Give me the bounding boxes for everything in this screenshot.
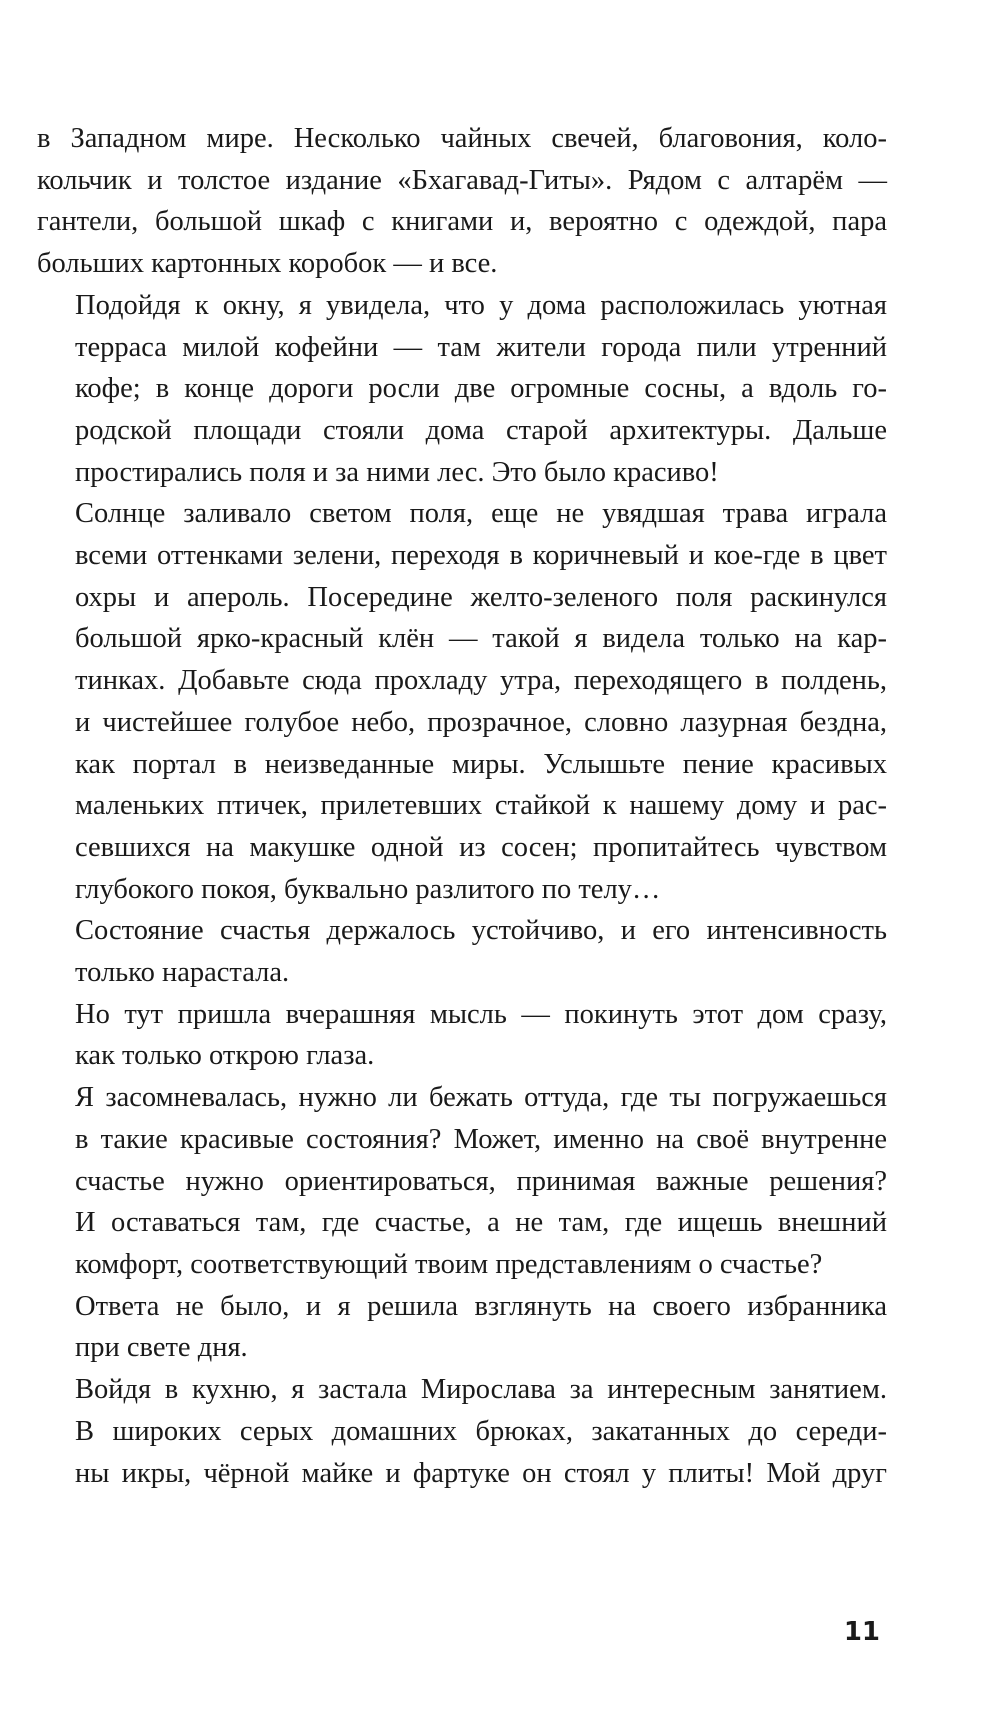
text-line: И оставаться там, где счастье, а не там, где ищешь внешний xyxy=(75,1207,887,1239)
paragraph xyxy=(37,493,887,910)
text-line: большой ярко-красный клён — такой я видела только на кар- xyxy=(75,623,887,655)
text-line: Но тут пришла вчерашняя мысль — покинуть этот дом сразу, xyxy=(75,998,887,1030)
text-line: в Западном мире. Несколько чайных свечей, благовония, коло- xyxy=(37,123,887,154)
text-line: Я засомневалась, нужно ли бежать оттуда, где ты погружаешься xyxy=(75,1082,887,1114)
text-line: Подойдя к окну, я увидела, что у дома расположилась уютная xyxy=(75,289,887,321)
text-line: Войдя в кухню, я застала Мирослава за интересным занятием. xyxy=(75,1374,887,1406)
text-line: как только открою глаза. xyxy=(75,1040,375,1072)
page-number: 11 xyxy=(843,1617,880,1647)
text-line: Ответа не было, и я решила взглянуть на своего избранника xyxy=(75,1290,887,1322)
text-line: всеми оттенками зелени, переходя в коричневый и кое-где в цвет xyxy=(75,540,887,572)
text-line: больших картонных коробок — и все. xyxy=(37,248,498,280)
text-line: маленьких птичек, прилетевших стайкой к нашему дому и рас- xyxy=(75,790,887,822)
text-line: при свете дня. xyxy=(75,1332,248,1364)
text-line: глубокого покоя, буквально разлитого по телу… xyxy=(75,873,661,905)
paragraph xyxy=(37,1077,887,1286)
text-line: родской площади стояли дома старой архитектуры. Дальше xyxy=(75,414,887,446)
text-line: ны икры, чёрной майке и фартуке он стоял у плиты! Мой друг xyxy=(75,1457,887,1489)
body-text xyxy=(37,118,887,1494)
text-line: Состояние счастья держалось устойчиво, и его интенсивность xyxy=(75,915,887,947)
text-line: тинках. Добавьте сюда прохладу утра, переходящего в полдень, xyxy=(75,665,887,697)
text-line: севшихся на макушке одной из сосен; пропитайтесь чувством xyxy=(75,831,887,863)
text-line: только нарастала. xyxy=(75,957,290,989)
text-line: охры и апероль. Посередине желто-зеленого поля раскинулся xyxy=(75,581,887,613)
text-line: кольчик и толстое издание «Бхагавад-Гиты». Рядом с алтарём — xyxy=(37,164,887,196)
text-line: простирались поля и за ними лес. Это было красиво! xyxy=(75,456,719,488)
paragraph xyxy=(37,994,887,1077)
text-line: счастье нужно ориентироваться, принимая важные решения? xyxy=(75,1165,887,1197)
paragraph xyxy=(37,910,887,993)
paragraph xyxy=(37,285,887,494)
paragraph xyxy=(37,1369,887,1494)
text-line: терраса милой кофейни — там жители города пили утренний xyxy=(75,331,887,363)
text-line: как портал в неизведанные миры. Услышьте пение красивых xyxy=(75,748,887,780)
text-line: гантели, большой шкаф с книгами и, вероятно с одеждой, пара xyxy=(37,206,887,238)
paragraph xyxy=(37,118,887,285)
paragraph xyxy=(37,1286,887,1369)
text-line: Солнце заливало светом поля, еще не увядшая трава играла xyxy=(75,498,887,530)
text-line: В широких серых домашних брюках, закатанных до середи- xyxy=(75,1415,887,1447)
text-line: и чистейшее голубое небо, прозрачное, словно лазурная бездна, xyxy=(75,706,887,738)
text-line: кофе; в конце дороги росли две огромные сосны, а вдоль го- xyxy=(75,373,887,405)
text-line: комфорт, соответствующий твоим представлениям о счастье? xyxy=(75,1248,823,1280)
text-line: в такие красивые состояния? Может, именно на своё внутренне xyxy=(75,1123,887,1155)
